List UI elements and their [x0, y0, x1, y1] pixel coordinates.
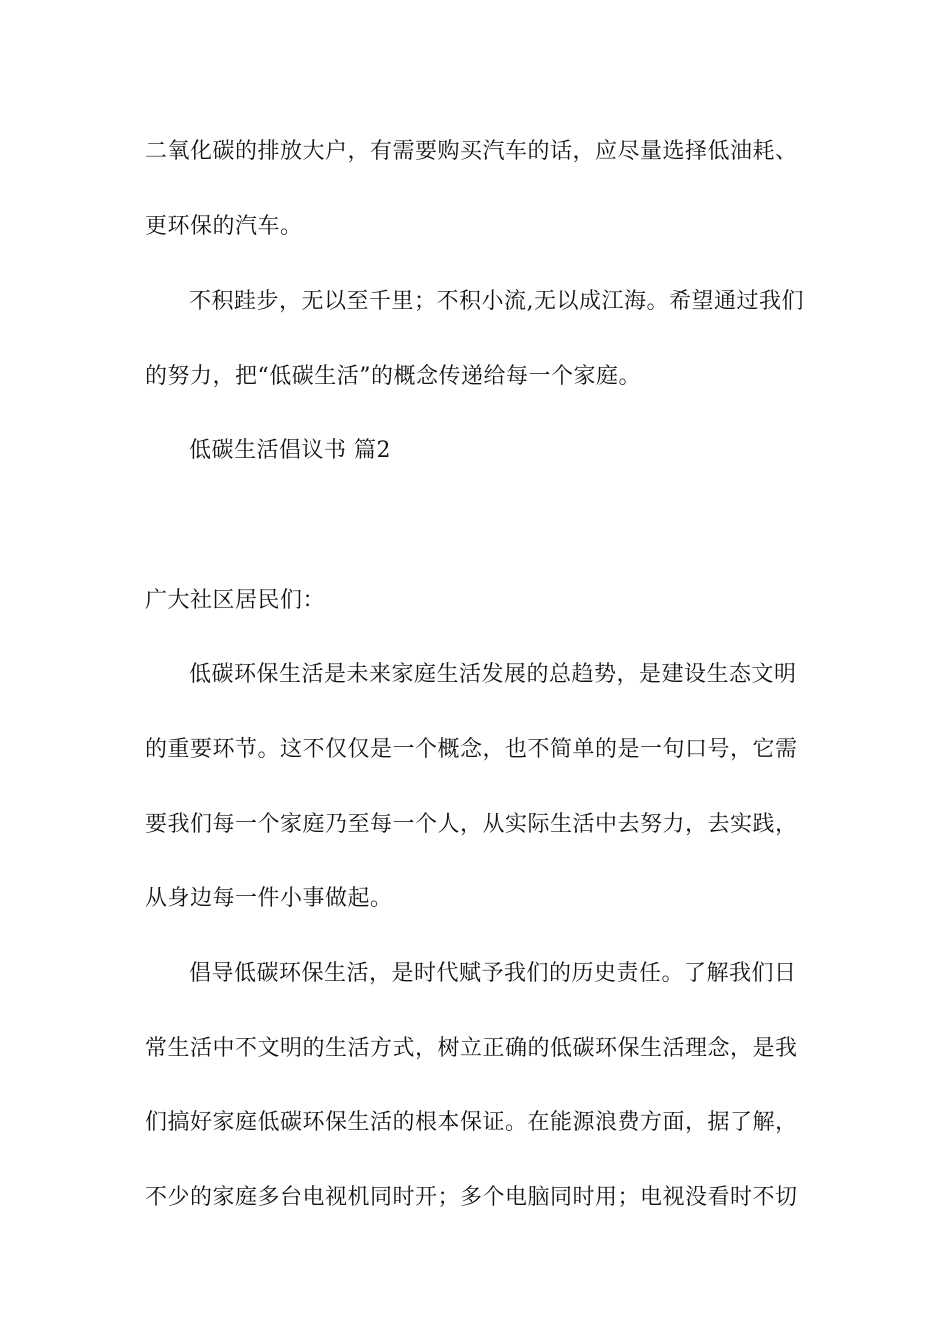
paragraph-line: 倡导低碳环保生活，是时代赋予我们的历史责任。了解我们日 [189, 961, 797, 986]
paragraph-line: 更环保的汽车。 [145, 214, 303, 239]
paragraph-line: 从身边每一件小事做起。 [145, 886, 393, 911]
paragraph-line: 不少的家庭多台电视机同时开；多个电脑同时用；电视没看时不切 [145, 1185, 798, 1210]
paragraph-line: 常生活中不文明的生活方式，树立正确的低碳环保生活理念，是我 [145, 1036, 798, 1061]
paragraph-line: 不积跬步，无以至千里；不积小流,无以成江海。希望通过我们 [189, 289, 804, 314]
paragraph-line: 二氧化碳的排放大户，有需要购买汽车的话，应尽量选择低油耗、 [145, 139, 798, 164]
section-heading: 低碳生活倡议书 篇2 [189, 438, 391, 463]
paragraph-line: 的努力，把“低碳生活”的概念传递给每一个家庭。 [145, 364, 641, 389]
paragraph-line: 低碳环保生活是未来家庭生活发展的总趋势，是建设生态文明 [189, 662, 797, 687]
paragraph-line: 要我们每一个家庭乃至每一个人，从实际生活中去努力，去实践， [145, 812, 798, 837]
paragraph-line: 的重要环节。这不仅仅是一个概念，也不简单的是一句口号，它需 [145, 737, 798, 762]
salutation: 广大社区居民们： [145, 588, 326, 613]
paragraph-line: 们搞好家庭低碳环保生活的根本保证。在能源浪费方面，据了解， [145, 1110, 798, 1135]
